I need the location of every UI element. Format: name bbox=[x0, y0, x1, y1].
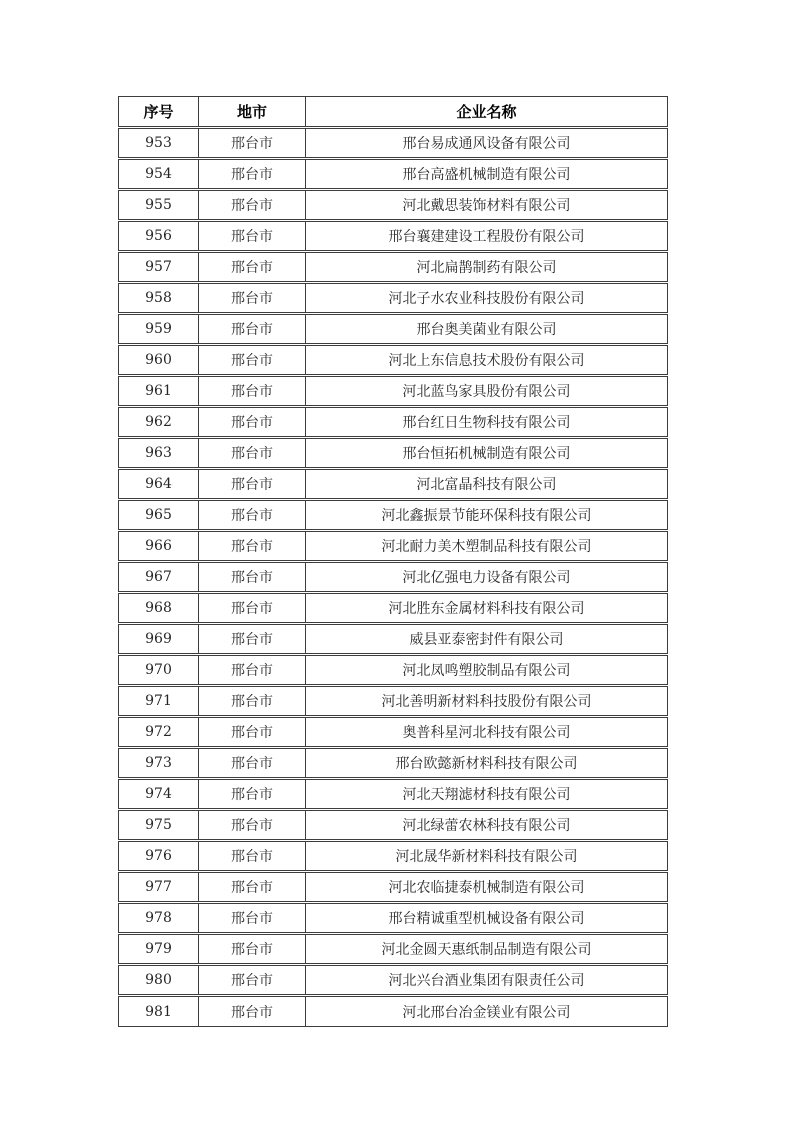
cell-company: 威县亚泰密封件有限公司 bbox=[306, 624, 668, 655]
cell-company: 河北上东信息技术股份有限公司 bbox=[306, 345, 668, 376]
cell-index: 980 bbox=[119, 965, 199, 996]
cell-index: 964 bbox=[119, 469, 199, 500]
cell-city: 邢台市 bbox=[199, 159, 306, 190]
cell-index: 977 bbox=[119, 872, 199, 903]
cell-company: 河北鑫振景节能环保科技有限公司 bbox=[306, 500, 668, 531]
table-row bbox=[119, 531, 668, 562]
table-row bbox=[119, 407, 668, 438]
cell-city: 邢台市 bbox=[199, 655, 306, 686]
cell-company: 河北蓝鸟家具股份有限公司 bbox=[306, 376, 668, 407]
cell-company: 河北邢台冶金镁业有限公司 bbox=[306, 996, 668, 1027]
table-body bbox=[119, 128, 668, 1027]
cell-company: 河北善明新材料科技股份有限公司 bbox=[306, 686, 668, 717]
table-row bbox=[119, 314, 668, 345]
cell-index: 973 bbox=[119, 748, 199, 779]
cell-index: 960 bbox=[119, 345, 199, 376]
cell-city: 邢台市 bbox=[199, 562, 306, 593]
cell-company: 邢台襄建建设工程股份有限公司 bbox=[306, 221, 668, 252]
cell-company: 邢台精诚重型机械设备有限公司 bbox=[306, 903, 668, 934]
cell-index: 958 bbox=[119, 283, 199, 314]
cell-city: 邢台市 bbox=[199, 996, 306, 1027]
table-row bbox=[119, 376, 668, 407]
cell-index: 972 bbox=[119, 717, 199, 748]
cell-index: 969 bbox=[119, 624, 199, 655]
cell-index: 976 bbox=[119, 841, 199, 872]
table-row bbox=[119, 841, 668, 872]
cell-company: 河北耐力美木塑制品科技有限公司 bbox=[306, 531, 668, 562]
cell-company: 河北扁鹊制药有限公司 bbox=[306, 252, 668, 283]
table-row bbox=[119, 128, 668, 159]
table-header-row bbox=[119, 97, 668, 128]
cell-index: 953 bbox=[119, 128, 199, 159]
table-row bbox=[119, 500, 668, 531]
table-row bbox=[119, 190, 668, 221]
table-row bbox=[119, 655, 668, 686]
cell-index: 965 bbox=[119, 500, 199, 531]
cell-index: 981 bbox=[119, 996, 199, 1027]
cell-index: 962 bbox=[119, 407, 199, 438]
table-header bbox=[119, 97, 668, 128]
cell-city: 邢台市 bbox=[199, 593, 306, 624]
cell-company: 邢台易成通风设备有限公司 bbox=[306, 128, 668, 159]
cell-company: 河北天翔滤材科技有限公司 bbox=[306, 779, 668, 810]
cell-city: 邢台市 bbox=[199, 624, 306, 655]
cell-company: 邢台欧懿新材料科技有限公司 bbox=[306, 748, 668, 779]
cell-city: 邢台市 bbox=[199, 810, 306, 841]
cell-company: 河北晟华新材料科技有限公司 bbox=[306, 841, 668, 872]
table-row bbox=[119, 469, 668, 500]
cell-company: 河北富晶科技有限公司 bbox=[306, 469, 668, 500]
cell-company: 邢台高盛机械制造有限公司 bbox=[306, 159, 668, 190]
cell-city: 邢台市 bbox=[199, 686, 306, 717]
cell-index: 955 bbox=[119, 190, 199, 221]
cell-index: 978 bbox=[119, 903, 199, 934]
cell-index: 971 bbox=[119, 686, 199, 717]
table-row bbox=[119, 779, 668, 810]
cell-company: 河北凤鸣塑胶制品有限公司 bbox=[306, 655, 668, 686]
cell-city: 邢台市 bbox=[199, 128, 306, 159]
cell-city: 邢台市 bbox=[199, 345, 306, 376]
table-row bbox=[119, 562, 668, 593]
column-header-city: 地市 bbox=[199, 97, 306, 128]
cell-company: 河北戴思装饰材料有限公司 bbox=[306, 190, 668, 221]
cell-city: 邢台市 bbox=[199, 841, 306, 872]
cell-index: 954 bbox=[119, 159, 199, 190]
cell-company: 邢台红日生物科技有限公司 bbox=[306, 407, 668, 438]
table-row bbox=[119, 872, 668, 903]
table-row bbox=[119, 810, 668, 841]
table-row bbox=[119, 965, 668, 996]
cell-index: 963 bbox=[119, 438, 199, 469]
cell-city: 邢台市 bbox=[199, 376, 306, 407]
cell-company: 河北子水农业科技股份有限公司 bbox=[306, 283, 668, 314]
cell-city: 邢台市 bbox=[199, 283, 306, 314]
cell-index: 961 bbox=[119, 376, 199, 407]
cell-index: 968 bbox=[119, 593, 199, 624]
table-row bbox=[119, 593, 668, 624]
cell-city: 邢台市 bbox=[199, 469, 306, 500]
cell-company: 河北亿强电力设备有限公司 bbox=[306, 562, 668, 593]
cell-city: 邢台市 bbox=[199, 438, 306, 469]
table-row bbox=[119, 996, 668, 1027]
cell-company: 河北兴台酒业集团有限责任公司 bbox=[306, 965, 668, 996]
table-row bbox=[119, 252, 668, 283]
column-header-index: 序号 bbox=[119, 97, 199, 128]
cell-city: 邢台市 bbox=[199, 903, 306, 934]
cell-city: 邢台市 bbox=[199, 717, 306, 748]
cell-city: 邢台市 bbox=[199, 190, 306, 221]
cell-city: 邢台市 bbox=[199, 872, 306, 903]
table-row bbox=[119, 748, 668, 779]
cell-index: 956 bbox=[119, 221, 199, 252]
table-row bbox=[119, 221, 668, 252]
table-row bbox=[119, 903, 668, 934]
cell-company: 河北金圆天惠纸制品制造有限公司 bbox=[306, 934, 668, 965]
cell-index: 970 bbox=[119, 655, 199, 686]
cell-index: 974 bbox=[119, 779, 199, 810]
cell-city: 邢台市 bbox=[199, 965, 306, 996]
cell-city: 邢台市 bbox=[199, 779, 306, 810]
cell-city: 邢台市 bbox=[199, 221, 306, 252]
cell-index: 979 bbox=[119, 934, 199, 965]
table-row bbox=[119, 345, 668, 376]
company-list-table bbox=[118, 96, 668, 1027]
cell-city: 邢台市 bbox=[199, 314, 306, 345]
cell-company: 邢台奥美菌业有限公司 bbox=[306, 314, 668, 345]
cell-city: 邢台市 bbox=[199, 531, 306, 562]
cell-city: 邢台市 bbox=[199, 407, 306, 438]
cell-city: 邢台市 bbox=[199, 934, 306, 965]
table-row bbox=[119, 438, 668, 469]
cell-company: 河北胜东金属材料科技有限公司 bbox=[306, 593, 668, 624]
cell-company: 奥普科星河北科技有限公司 bbox=[306, 717, 668, 748]
cell-company: 邢台恒拓机械制造有限公司 bbox=[306, 438, 668, 469]
cell-index: 967 bbox=[119, 562, 199, 593]
cell-index: 959 bbox=[119, 314, 199, 345]
table-row bbox=[119, 283, 668, 314]
cell-company: 河北农临捷泰机械制造有限公司 bbox=[306, 872, 668, 903]
cell-city: 邢台市 bbox=[199, 500, 306, 531]
cell-city: 邢台市 bbox=[199, 252, 306, 283]
cell-index: 975 bbox=[119, 810, 199, 841]
cell-city: 邢台市 bbox=[199, 748, 306, 779]
table-row bbox=[119, 934, 668, 965]
cell-index: 966 bbox=[119, 531, 199, 562]
cell-company: 河北绿蕾农林科技有限公司 bbox=[306, 810, 668, 841]
table-row bbox=[119, 624, 668, 655]
column-header-company: 企业名称 bbox=[306, 97, 668, 128]
table-row bbox=[119, 159, 668, 190]
table-row bbox=[119, 717, 668, 748]
cell-index: 957 bbox=[119, 252, 199, 283]
table-row bbox=[119, 686, 668, 717]
